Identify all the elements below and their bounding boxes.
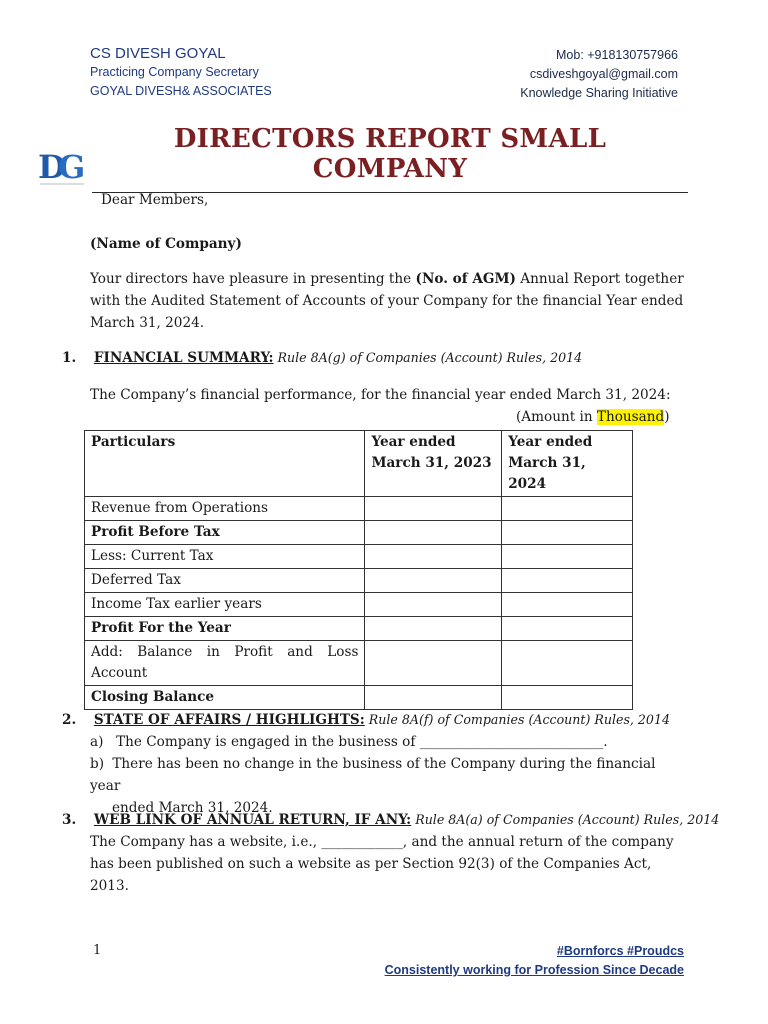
table-row [85, 497, 633, 521]
section-3-heading [62, 809, 719, 831]
tagline: Knowledge Sharing Initiative [520, 86, 678, 100]
section-1-heading [62, 347, 582, 369]
table-row [85, 641, 633, 686]
header-line: March 31, 2024 [508, 455, 586, 492]
web-link-paragraph [90, 831, 690, 897]
amount-text-end: ) [664, 409, 670, 425]
letterhead-right [378, 46, 678, 103]
value-cell [365, 569, 502, 593]
rule-reference: Rule 8A(a) of Companies (Account) Rules, 2014 [411, 812, 720, 827]
list-text: There has been no change in the business of the Company during the financial year [90, 756, 656, 794]
financial-performance-text: The Company’s financial performance, for the financial year ended March 31, 2024: [90, 387, 671, 403]
value-cell [502, 569, 633, 593]
row-label: Profit Before Tax [85, 521, 365, 545]
row-label: Income Tax earlier years [85, 593, 365, 617]
value-cell [365, 521, 502, 545]
footer-right [385, 942, 684, 980]
value-cell [365, 497, 502, 521]
value-cell [365, 617, 502, 641]
table-row [85, 521, 633, 545]
rule-reference: Rule 8A(f) of Companies (Account) Rules, 2014 [364, 712, 670, 727]
value-cell [502, 545, 633, 569]
intro-line [90, 268, 686, 290]
footer-hashtags: #Bornforcs #Proudcs [556, 944, 684, 958]
paragraph-line: has been published on such a website as per Section 92(3) of the Companies Act, 2013. [90, 856, 652, 894]
value-cell [502, 497, 633, 521]
header-cell-particulars: Particulars [85, 431, 365, 497]
value-cell [502, 686, 633, 710]
value-cell [365, 641, 502, 686]
logo-mark: G [58, 148, 86, 186]
list-marker: b) [90, 756, 105, 772]
intro-text-start: Your directors have pleasure in presenting the [90, 271, 416, 287]
dg-logo-icon [38, 148, 90, 188]
firm-name: GOYAL DIVESH& ASSOCIATES [90, 84, 272, 98]
intro-text-end: Annual Report together [515, 271, 684, 287]
header-line: Year ended [508, 434, 593, 450]
value-cell [502, 593, 633, 617]
footer-motto: Consistently working for Profession Since Decade [384, 963, 684, 977]
page-number: 1 [93, 943, 102, 958]
section-title: STATE OF AFFAIRS / HIGHLIGHTS: [93, 712, 365, 728]
author-role: Practicing Company Secretary [90, 65, 259, 79]
rule-reference: Rule 8A(g) of Companies (Account) Rules, 2014 [273, 350, 583, 365]
intro-line: March 31, 2024. [90, 315, 205, 331]
list-item [90, 731, 608, 753]
value-cell [502, 641, 633, 686]
row-label: Revenue from Operations [85, 497, 365, 521]
mobile-number: Mob: +918130757966 [556, 48, 678, 62]
table-row [85, 593, 633, 617]
author-name: CS DIVESH GOYAL [90, 45, 226, 62]
intro-paragraph [90, 268, 690, 334]
section-number: 1. [62, 350, 77, 366]
letterhead-left [90, 44, 420, 101]
section-number: 3. [62, 812, 77, 828]
header-line: March 31, 2023 [371, 455, 492, 471]
financial-summary-table [84, 430, 633, 710]
amount-text: (Amount in [516, 409, 597, 425]
value-cell [365, 545, 502, 569]
value-cell [365, 686, 502, 710]
header-line: Year ended [371, 434, 456, 450]
section-number: 2. [62, 712, 77, 728]
intro-text [90, 268, 684, 290]
section-2-heading [62, 709, 670, 731]
value-cell [502, 617, 633, 641]
header-cell-2024 [502, 431, 633, 497]
intro-line: with the Audited Statement of Accounts of your Company for the financial Year ended [90, 293, 684, 309]
company-name-placeholder: (Name of Company) [90, 236, 242, 252]
table-row [85, 686, 633, 710]
list-text-continued: ended March 31, 2024. [112, 800, 273, 816]
section-title: FINANCIAL SUMMARY: [93, 350, 274, 366]
value-cell [502, 521, 633, 545]
row-label: Profit For the Year [85, 617, 365, 641]
section-title: WEB LINK OF ANNUAL RETURN, IF ANY: [93, 812, 412, 828]
amount-unit-note [516, 406, 670, 428]
header-cell-2023 [365, 431, 502, 497]
list-marker: a) [90, 734, 104, 750]
row-label: Add: Balance in Profit and Loss Account [85, 641, 365, 686]
salutation: Dear Members, [101, 192, 209, 208]
table-row [85, 569, 633, 593]
row-label: Deferred Tax [85, 569, 365, 593]
table-row [85, 545, 633, 569]
document-title: DIRECTORS REPORT SMALL COMPANY [92, 124, 688, 193]
paragraph-line: The Company has a website, i.e., ____________, and the annual return of the company [90, 834, 674, 850]
amount-unit: Thousand [596, 409, 665, 425]
logo-mark: D [38, 148, 66, 186]
table-row [85, 617, 633, 641]
list-text: The Company is engaged in the business of ___________________________. [116, 734, 608, 750]
table-header-row [85, 431, 633, 497]
email-address: csdiveshgoyal@gmail.com [529, 67, 678, 81]
value-cell [365, 593, 502, 617]
row-label: Less: Current Tax [85, 545, 365, 569]
agm-placeholder: (No. of AGM) [415, 271, 516, 287]
row-label: Closing Balance [85, 686, 365, 710]
